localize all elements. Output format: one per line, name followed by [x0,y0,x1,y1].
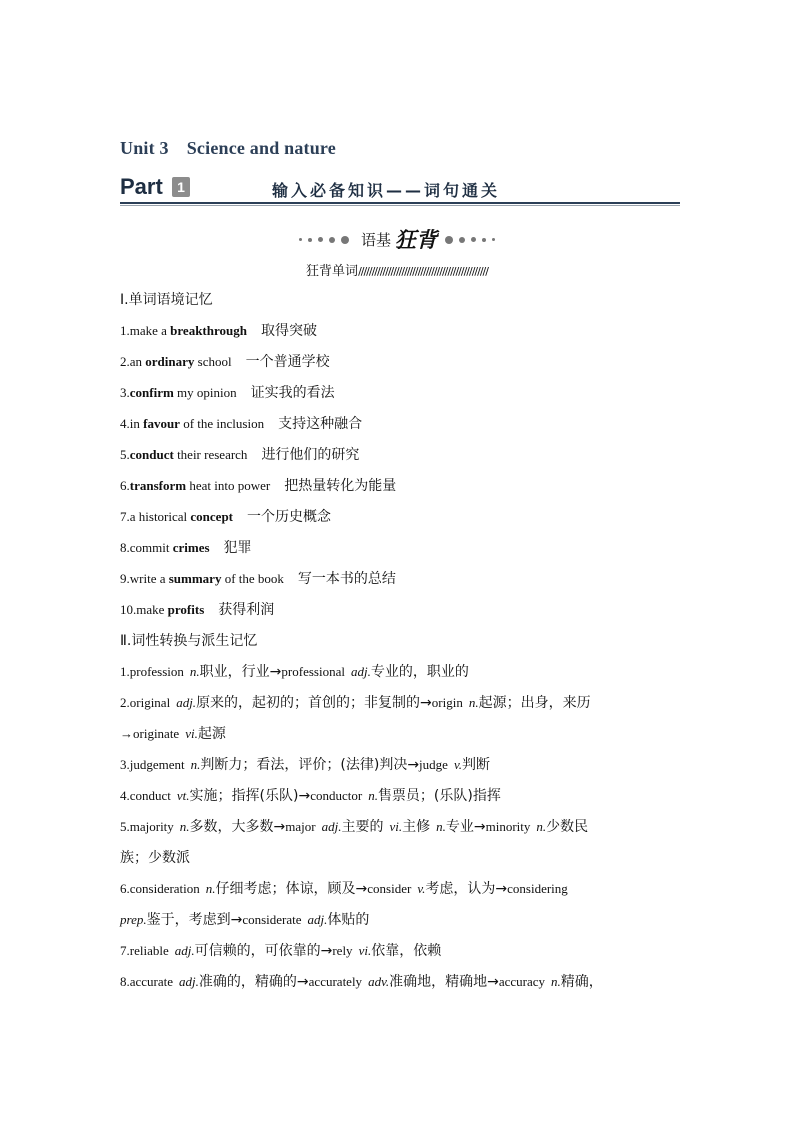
banner-emphasis: 狂背 [395,227,437,252]
list-item [120,507,680,538]
phrase-suffix: of the book [221,571,284,586]
phrase-prefix: commit [129,540,173,555]
part-number-badge: 1 [172,177,190,197]
key-word: concept [190,509,234,524]
section-title: Ⅰ.单词语境记忆 [120,292,213,308]
item-number: 1. [120,323,130,338]
chinese-meaning: 取得突破 [261,323,317,339]
chinese-meaning: 证实我的看法 [250,385,335,401]
phrase-suffix: heat into power [186,478,271,493]
key-word: favour [143,416,180,431]
item-number: 3. [120,385,130,400]
list-item [120,476,680,507]
list-item [120,538,680,569]
list-item [120,383,680,414]
section-title: Ⅱ.词性转换与派生记忆 [120,633,258,649]
phrase-suffix: school [194,354,232,369]
item-number: 4. [120,416,130,431]
unit-name: Science and nature [186,138,336,158]
unit-number: Unit 3 [120,138,169,158]
list-item-continuation: prep.鉴于，考虑到→considerate adj.体贴的 [120,912,370,928]
list-item [120,352,680,383]
item-number: 6. [120,478,130,493]
list-item-continuation: 族；少数派 [120,850,190,866]
unit-title [120,138,336,159]
list-item: 4.conduct vt.实施；指挥(乐队)→conductor n.售票员；(乐队)指挥 [120,788,501,804]
key-word: ordinary [145,354,195,369]
item-number: 9. [120,571,130,586]
part-subtitle: 输入必备知识——词句通关 [272,181,501,200]
left-dots-decoration [296,230,352,248]
phrase-suffix: of the inclusion [179,416,265,431]
list-item-continuation: →originate vi.起源 [120,726,226,742]
list-item: 7.reliable adj.可信赖的，可依靠的→rely vi.依靠，依赖 [120,943,442,959]
key-word: breakthrough [170,323,247,338]
item-number: 7. [120,509,130,524]
list-item [120,445,680,476]
list-item: 5.majority n.多数，大多数→major adj.主要的 vi.主修 n.专业→minority n.少数民 [120,819,589,835]
item-number: 2. [120,354,130,369]
chinese-meaning: 犯罪 [223,540,252,556]
item-number: 5. [120,447,130,462]
key-word: confirm [129,385,174,400]
chinese-meaning: 写一本书的总结 [297,571,396,587]
word-context-list [120,321,680,631]
chinese-meaning: 进行他们的研究 [261,447,360,463]
list-item: 6.consideration n.仔细考虑；体谅，顾及→consider v.考虑，认为→considering [120,881,568,897]
part-rule [120,202,680,204]
banner-prefix: 语基 [360,230,391,249]
subheading-slashes: //////////////////////////////////////////////// [358,265,488,278]
phrase-prefix: an [129,354,146,369]
part-label: Part [120,174,163,199]
phrase-prefix: write a [129,571,169,586]
section-banner [0,224,794,254]
key-word: profits [167,602,205,617]
part-rule-thin [120,205,680,206]
key-word: conduct [129,447,174,462]
key-word: summary [168,571,222,586]
phrase-suffix: my opinion [173,385,237,400]
list-item: 8.accurate adj.准确的，精确的→accurately adv.准确地，精确地→accuracy n.精确， [120,974,603,990]
chinese-meaning: 一个历史概念 [247,509,332,525]
item-number: 8. [120,540,130,555]
subheading-text: 狂背单词 [306,264,359,279]
list-item [120,321,680,352]
part-header [120,174,680,204]
list-item: 3.judgement n.判断力；看法，评价；(法律)判决→judge v.判断 [120,757,490,773]
phrase-prefix: in [129,416,144,431]
chinese-meaning: 获得利润 [218,602,275,618]
right-dots-decoration [442,230,498,248]
item-number: 10. [120,602,137,617]
list-item: 1.profession n.职业，行业→professional adj.专业的，职业的 [120,664,469,680]
phrase-prefix: a historical [129,509,191,524]
list-item [120,414,680,445]
chinese-meaning: 一个普通学校 [245,354,330,370]
list-item [120,569,680,600]
content [120,290,680,1003]
phrase-prefix: make [136,602,168,617]
chinese-meaning: 支持这种融合 [278,416,363,432]
key-word: crimes [172,540,210,555]
subheading [0,260,794,279]
key-word: transform [129,478,187,493]
phrase-suffix: their research [173,447,248,462]
list-item: 2.original adj.原来的，起初的；首创的；非复制的→origin n.起源；出身，来历 [120,695,591,711]
phrase-prefix: make a [129,323,171,338]
chinese-meaning: 把热量转化为能量 [284,478,397,494]
list-item [120,600,680,631]
